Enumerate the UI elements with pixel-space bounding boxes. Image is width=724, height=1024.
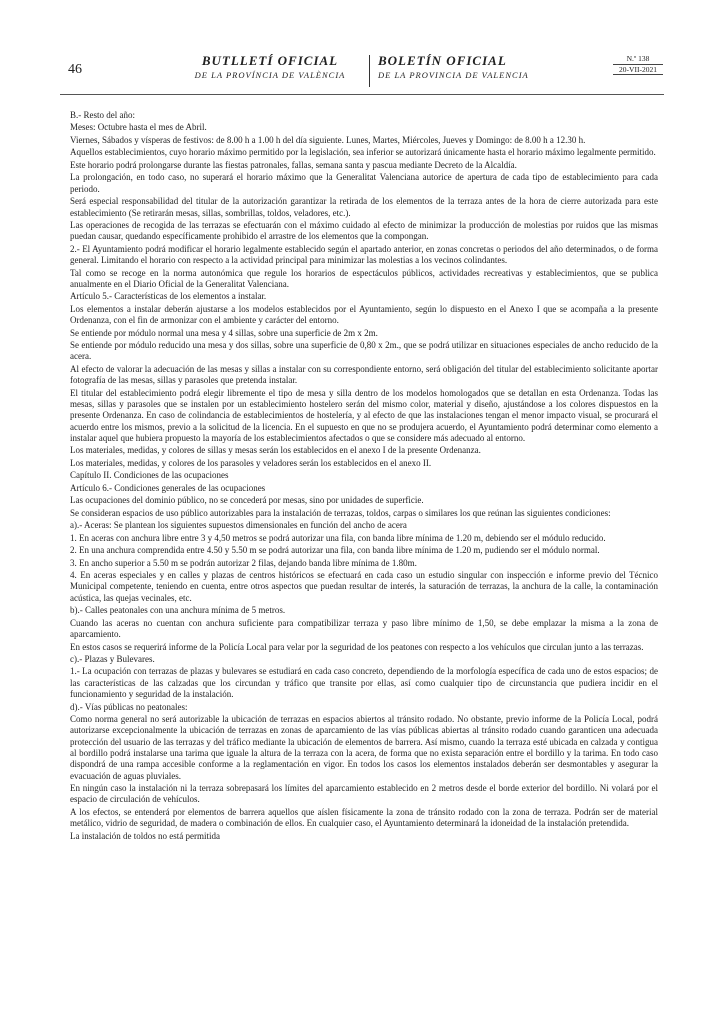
- chapter-heading: Capítulo II. Condiciones de las ocupaciones: [70, 470, 229, 481]
- masthead-title-spanish: BOLETÍN OFICIAL: [378, 53, 507, 68]
- article-heading: Artículo 5.- Características de los elementos a instalar.: [70, 291, 267, 302]
- paragraph: Aquellos establecimientos, cuyo horario máximo permitido por la legislación, sea inferior se autorizará únicamente hasta el horario máximo legalmente permitido.: [70, 147, 656, 158]
- paragraph: A los efectos, se entenderá por elementos de barrera aquellos que aíslen físicamente la zona de tránsito rodado con la zona de terraza. Podrán ser de material metálico, vidrio de seguridad, de madera o combinación de ellos. En cualquier caso, el Ayuntamiento determinará la idoneidad de la instalación pretendida.: [70, 806, 658, 829]
- paragraph: Los materiales, medidas, y colores de sillas y mesas serán los establecidos en el anexo I de la presente Ordenanza.: [70, 445, 481, 456]
- paragraph: B.- Resto del año:: [70, 110, 135, 120]
- paragraph: Será especial responsabilidad del titular de la autorización garantizar la retirada de los elementos de la terraza antes de la hora de cierre autorizada para este establecimiento (Se retirarán mesas, sillas, sombrillas, toldos, veladores, etc.).: [70, 196, 658, 218]
- paragraph: b).- Calles peatonales con una anchura mínima de 5 metros.: [70, 605, 286, 616]
- issue-date: 20-VII-2021: [613, 64, 663, 75]
- paragraph: Se entiende por módulo reducido una mesa y dos sillas, sobre una superficie de 0,80 x 2m., que se podrá utilizar en situaciones especiales de ancho reducido de la acera.: [70, 340, 658, 362]
- page-number: 46: [68, 62, 82, 77]
- masthead-subtitle-spanish: DE LA PROVINCIA DE VALENCIA: [378, 70, 529, 80]
- paragraph: Los elementos a instalar deberán ajustarse a los modelos establecidos por el Ayuntamiento, según lo dispuesto en el Anexo I que se acompaña a la presente Ordenanza, con el fin de armonizar con el ambiente y carácter del entorno.: [70, 303, 658, 326]
- masthead-spanish: [378, 53, 558, 81]
- masthead-valencian: [180, 53, 360, 81]
- issue-info: [613, 54, 663, 75]
- paragraph: Se consideran espacios de uso público autorizables para la instalación de terrazas, toldos, carpas o similares los que reúnan las siguientes condiciones:: [70, 507, 611, 518]
- paragraph: 1. En aceras con anchura libre entre 3 y 4,50 metros se podrá autorizar una fila, con banda libre mínima de 1.20 m, debiendo ser el módulo reducido.: [70, 532, 606, 543]
- paragraph: Las operaciones de recogida de las terrazas se efectuarán con el máximo cuidado al efecto de minimizar la producción de molestias por ruidos que las mismas puedan causar, quedando específicamente prohibido el arrastre de los elementos que la compongan.: [70, 219, 658, 242]
- paragraph: Meses: Octubre hasta el mes de Abril.: [70, 122, 207, 133]
- paragraph: En estos casos se requerirá informe de la Policía Local para velar por la seguridad de los peatones con respecto a los vehículos que circulan junto a las terrazas.: [70, 641, 644, 652]
- paragraph: La prolongación, en todo caso, no superará el horario máximo que la Generalitat Valenciana autorice de apertura de cada tipo de establecimiento para cada periodo.: [70, 172, 658, 194]
- paragraph: El titular del establecimiento podrá elegir libremente el tipo de mesa y silla dentro de los modelos homologados que se detallan en esta Ordenanza. Todas las mesas, sillas y parasoles que se instalen por un establecimiento hostelero serán del mismo color, material y diseño, ajustándose a los colores dispuestos en la presente Ordenanza. En caso de colindancia de establecimientos de hostelería, y al efecto de que las instalaciones tengan el menor impacto visual, se procurará el acuerdo entre los mismos, previo a la solicitud de la licencia. En el supuesto en que no se produjera acuerdo, el Ayuntamiento podrá determinar como elemento a instalar aquel que hubiera propuesto la mayoría de los establecimientos afectados o que se considere más adecuado al entorno.: [70, 387, 658, 443]
- paragraph: 3. En ancho superior a 5.50 m se podrán autorizar 2 filas, dejando banda libre mínima de 1.80m.: [70, 557, 417, 568]
- paragraph: Las ocupaciones del dominio público, no se concederá por mesas, sino por unidades de superficie.: [70, 495, 424, 506]
- paragraph: 2.- El Ayuntamiento podrá modificar el horario legalmente establecido según el apartado anterior, en zonas concretas o periodos del año determinados, o de forma general. Limitando el horario con respecto a la actividad principal para minimizar las molestias a los vecinos colindantes.: [70, 243, 658, 266]
- paragraph: Como norma general no será autorizable la ubicación de terrazas en espacios abiertos al tránsito rodado. No obstante, previo informe de la Policía Local, podrá autorizarse excepcionalmente la ubicación de terrazas en zonas de aparcamiento de las vías públicas abiertas al tránsito rodado cuando garanticen una adecuada protección del usuario de las terrazas y del tráfico mediante la ubicación de elementos de barrera. Así mismo, cuando la terraza esté ubicada en calzada y contigua al bordillo podrá instalarse una tarima que iguale la altura de la terraza con la acera, de forma que no exista separación entre el bordillo y la tarima. En todo caso dispondrá de una rampa accesible conforme a la reglamentación en vigor. En todos los casos los elementos instalados deberán ser desmontables y asegurar la evacuación de aguas pluviales.: [70, 714, 658, 781]
- paragraph: Los materiales, medidas, y colores de los parasoles y veladores serán los establecidos en el anexo II.: [70, 457, 432, 468]
- paragraph: Viernes, Sábados y vísperas de festivos: de 8.00 h a 1.00 h del día siguiente. Lunes, Martes, Miércoles, Jueves y Domingo: de 8.00 h a 12.30 h.: [70, 134, 586, 145]
- masthead-divider: [369, 55, 370, 87]
- paragraph: Este horario podrá prolongarse durante las fiestas patronales, fallas, semana santa y pascua mediante Decreto de la Alcaldía.: [70, 159, 517, 170]
- paragraph: 4. En aceras especiales y en calles y plazas de centros históricos se efectuará en cada caso un estudio singular con inspección e informe previo del Técnico Municipal competente, teniendo en cuenta, entre otros aspectos que puedan resultar de interés, la saturación de terrazas, la anchura de la calle, la contaminación acústica, las quejas vecinales, etc.: [70, 570, 658, 603]
- masthead-title-valencian: BUTLLETÍ OFICIAL: [201, 53, 339, 68]
- paragraph: Tal como se recoge en la norma autonómica que regule los horarios de espectáculos públicos, actividades recreativas y establecimientos, que se publica anualmente en el Diario Oficial de la Generalitat Valenciana.: [70, 267, 658, 289]
- paragraph: 2. En una anchura comprendida entre 4.50 y 5.50 m se podrá autorizar una fila, con banda libre mínima de 1.20 m, pudiendo ser el módulo normal.: [70, 545, 600, 556]
- paragraph: a).- Aceras: Se plantean los siguientes supuestos dimensionales en función del ancho de acera: [70, 520, 407, 531]
- issue-number: N.º 138: [626, 54, 650, 63]
- paragraph: En ningún caso la instalación ni la terraza sobrepasará los límites del aparcamiento establecido en 2 metros desde el borde exterior del bordillo. Ni volará por el espacio de circulación de vehículos.: [70, 783, 658, 805]
- paragraph: 1.- La ocupación con terrazas de plazas y bulevares se estudiará en cada caso concreto, dependiendo de la morfología específica de cada uno de estos espacios; de las características de las calzadas que los circundan y tráfico que transite por ellas, así como cualquier tipo de circunstancia que pudiera incidir en el funcionamiento y seguridad de la instalación.: [70, 666, 658, 700]
- header-rule: [60, 94, 664, 95]
- paragraph: La instalación de toldos no está permitida: [70, 830, 220, 841]
- document-body: [70, 110, 658, 843]
- paragraph: Al efecto de valorar la adecuación de las mesas y sillas a instalar con su correspondiente entorno, será obligación del titular del establecimiento solicitante aportar fotografía de las mesas, sillas y parasoles que pretenda instalar.: [70, 363, 658, 386]
- masthead: [180, 53, 560, 89]
- article-heading: Artículo 6.- Condiciones generales de las ocupaciones: [70, 482, 266, 493]
- paragraph: Cuando las aceras no cuentan con anchura suficiente para compatibilizar terraza y paso libre mínimo de 1,50, se debe emplazar la misma a la zona de aparcamiento.: [70, 617, 658, 640]
- paragraph: c).- Plazas y Bulevares.: [70, 653, 155, 664]
- paragraph: Se entiende por módulo normal una mesa y 4 sillas, sobre una superficie de 2m x 2m.: [70, 327, 378, 338]
- masthead-subtitle-valencian: DE LA PROVÍNCIA DE VALÈNCIA: [194, 70, 346, 80]
- paragraph: d).- Vías públicas no peatonales:: [70, 701, 188, 712]
